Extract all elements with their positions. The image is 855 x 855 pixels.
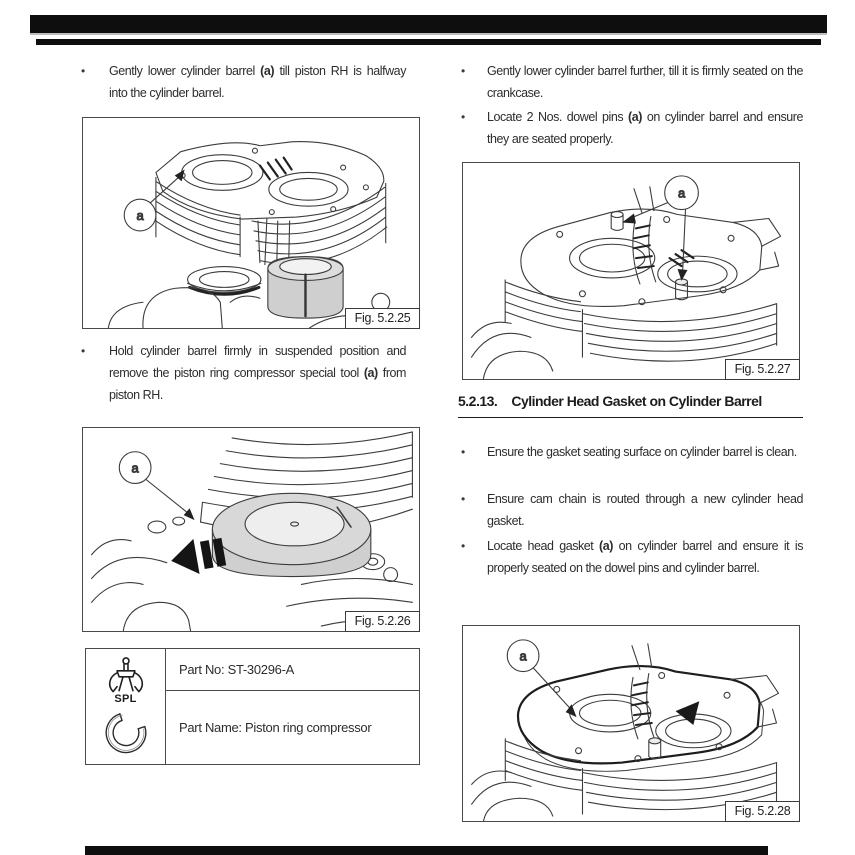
figure-caption bbox=[345, 611, 421, 632]
svg-text:a: a bbox=[677, 185, 686, 201]
caption-text: Fig. 5.2.27 bbox=[734, 362, 791, 377]
spl-label: SPL bbox=[114, 692, 137, 705]
text-pre: Hold cylinder barrel firmly in suspended position and remove the piston ring compressor special tool bbox=[109, 344, 406, 380]
list-item bbox=[78, 60, 406, 104]
text-post: from piston RH. bbox=[109, 366, 406, 402]
header-rule-thin bbox=[36, 39, 821, 45]
list-item bbox=[458, 488, 803, 532]
head-gasket-illustration bbox=[463, 626, 799, 821]
section-number: 5.2.13. bbox=[458, 393, 498, 409]
bullet-text bbox=[109, 60, 406, 104]
svg-text:a: a bbox=[131, 460, 139, 476]
figure-5-2-26 bbox=[82, 427, 420, 632]
list-item bbox=[458, 60, 803, 104]
bullet-text bbox=[487, 441, 803, 463]
part-number: Part No: ST-30296-A bbox=[179, 662, 294, 677]
svg-text:a: a bbox=[136, 208, 144, 224]
bullet-text bbox=[487, 60, 803, 104]
part-number-cell bbox=[166, 649, 419, 691]
bullet-marker: • bbox=[81, 344, 86, 358]
caption-text: Fig. 5.2.25 bbox=[354, 311, 411, 326]
text-bold: (a) bbox=[363, 366, 378, 380]
text-bold: (a) bbox=[260, 64, 275, 78]
bullet-marker: • bbox=[461, 445, 466, 459]
bullet-text bbox=[487, 106, 803, 150]
list-item bbox=[458, 106, 803, 150]
figure-5-2-27 bbox=[462, 162, 800, 380]
part-name: Part Name: Piston ring compressor bbox=[179, 720, 372, 735]
bullet-marker: • bbox=[461, 492, 466, 506]
text-pre: Gently lower cylinder barrel bbox=[109, 64, 261, 78]
bullet-text bbox=[487, 535, 803, 579]
figure-caption bbox=[725, 801, 801, 822]
text-pre: Gently lower cylinder barrel further, till it is firmly seated on the crankcase. bbox=[487, 64, 803, 100]
text-pre: Ensure the gasket seating surface on cylinder barrel is clean. bbox=[487, 445, 797, 459]
text-pre: Locate 2 Nos. dowel pins bbox=[487, 110, 629, 124]
bullet-marker: • bbox=[81, 64, 86, 78]
figure-5-2-28 bbox=[462, 625, 800, 822]
dowel-pins-illustration bbox=[463, 163, 799, 379]
cylinder-barrel-lowering-illustration bbox=[83, 118, 419, 328]
tool-info-cells bbox=[166, 649, 419, 764]
figure-5-2-25 bbox=[82, 117, 420, 329]
part-name-cell bbox=[166, 691, 419, 764]
removal-direction-arrow bbox=[168, 534, 227, 578]
bullet-text bbox=[487, 488, 803, 532]
figure-caption bbox=[725, 359, 801, 380]
bullet-marker: • bbox=[461, 64, 466, 78]
text-pre: Ensure cam chain is routed through a new cylinder head gasket. bbox=[487, 492, 803, 528]
text-bold: (a) bbox=[628, 110, 642, 124]
ring-compressor-removal-illustration bbox=[83, 428, 419, 631]
bullet-marker: • bbox=[461, 539, 466, 553]
figure-caption bbox=[345, 308, 421, 329]
spl-tool-icon bbox=[104, 656, 148, 696]
list-item bbox=[78, 340, 406, 406]
list-item bbox=[458, 441, 803, 463]
text-pre: Locate head gasket bbox=[487, 539, 600, 553]
bullet-text bbox=[109, 340, 406, 406]
bullet-marker: • bbox=[461, 110, 466, 124]
text-bold: (a) bbox=[599, 539, 613, 553]
footer-rule bbox=[85, 846, 768, 855]
callout-a bbox=[119, 452, 194, 520]
svg-text:a: a bbox=[519, 648, 527, 664]
header-rule-thick bbox=[30, 15, 827, 35]
list-item bbox=[458, 535, 803, 579]
caption-text: Fig. 5.2.28 bbox=[734, 804, 791, 819]
caption-text: Fig. 5.2.26 bbox=[354, 614, 411, 629]
text-post: till piston RH is halfway into the cylinder barrel. bbox=[109, 64, 406, 100]
text-post: on cylinder barrel and ensure they are seated properly. bbox=[487, 110, 804, 146]
section-title: Cylinder Head Gasket on Cylinder Barrel bbox=[511, 393, 762, 409]
text-post: on cylinder barrel and ensure it is properly seated on the dowel pins and cylinder barrel. bbox=[487, 539, 803, 575]
ring-compressor-icon bbox=[97, 705, 155, 758]
section-heading bbox=[458, 393, 803, 418]
special-tool-cell bbox=[86, 649, 166, 764]
special-tool-table bbox=[85, 648, 420, 765]
